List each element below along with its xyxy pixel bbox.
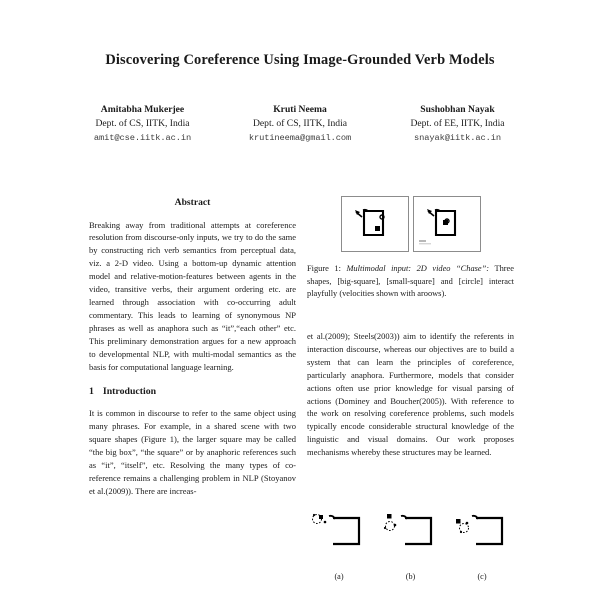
- big-square-shape: [364, 211, 383, 235]
- motion-dot: [460, 531, 462, 533]
- figure-2-cell: [450, 506, 514, 581]
- page-title: Discovering Coreference Using Image-Grounded Verb Models: [105, 52, 495, 68]
- motion-dot: [466, 522, 469, 525]
- figure-2-cell: [379, 506, 443, 581]
- scene-right-svg: [414, 197, 478, 249]
- author-affiliation: Dept. of CS, IITK, India: [95, 117, 190, 129]
- figure-2-label: (a): [334, 572, 344, 581]
- figure-2-panel-a: [307, 506, 371, 558]
- right-column: [307, 330, 514, 465]
- scene-left-svg: [342, 197, 406, 249]
- introduction-paragraph: It is common in discourse to refer to the same object using many phrases. For example, in a shared scene with two square shapes (Figure 1), the larger square may be called “the big box”, “the square” or by anaphoric references such as “it”, “itself”, etc. Resolving the many types of co-reference remains a challenging problem in NLP (Stoyanov et al.(2009)). There are increas-: [89, 408, 296, 496]
- figure-2-label: (c): [477, 572, 487, 581]
- motion-dot: [393, 524, 396, 527]
- author-name: Kruti Neema: [273, 104, 327, 115]
- small-square-shape: [375, 226, 380, 231]
- small-square-shape: [456, 519, 461, 524]
- circle-shape: [385, 522, 394, 531]
- figure-1-label: Figure 1:: [307, 264, 341, 273]
- square-notch: [472, 516, 478, 519]
- figure-1-caption-rest: Three shapes, [big-square], [small-square] and [circle] interact playfully (velocities shown with aroows).: [307, 264, 514, 299]
- author-affiliation: Dept. of EE, IITK, India: [410, 117, 505, 129]
- section-number: 1: [89, 386, 94, 398]
- author-email: amit@cse.iitk.ac.in: [93, 132, 192, 143]
- author-email: snayak@iitk.ac.in: [414, 132, 501, 143]
- square-notch: [401, 516, 407, 519]
- square-notch: [329, 516, 335, 519]
- figure-2-panel-c: [450, 506, 514, 558]
- video-frame-left: [341, 196, 409, 252]
- author-entry: [64, 103, 221, 146]
- figure-1-caption: [307, 263, 514, 301]
- author-affiliation: Dept. of CS, IITK, India: [252, 117, 348, 129]
- figure-2-row: [307, 506, 514, 581]
- motion-dot: [313, 514, 315, 516]
- abstract-heading: Abstract: [174, 197, 211, 208]
- timestamp-watermark-line: [419, 243, 431, 244]
- panel-b-svg: [379, 506, 443, 558]
- left-column: [89, 196, 296, 504]
- small-square-shape: [387, 514, 392, 519]
- figure-2-cell: [307, 506, 371, 581]
- author-email: krutineema@gmail.com: [248, 132, 352, 143]
- section-title: Introduction: [102, 386, 157, 398]
- figure-2-panel-b: [379, 506, 443, 558]
- motion-dot: [324, 521, 327, 524]
- introduction-heading: [89, 385, 296, 400]
- motion-dot: [383, 527, 385, 529]
- author-entry: [222, 103, 379, 146]
- figure-2: [307, 506, 514, 581]
- small-square-shape: [319, 515, 323, 519]
- timestamp-watermark: [419, 240, 426, 242]
- big-square-shape: [476, 518, 502, 544]
- big-square-shape: [405, 518, 431, 544]
- panel-a-svg: [307, 506, 371, 558]
- author-block: [64, 103, 536, 146]
- panel-c-svg: [450, 506, 514, 558]
- author-name: Sushobhan Nayak: [420, 104, 495, 115]
- author-name: Amitabha Mukerjee: [100, 104, 185, 115]
- right-column-paragraph: et al.(2009); Steels(2003)) aim to identify the referents in interaction discourse, whereas our objectives are to build a system that can learn the principles of coreference, particularly anaphora. Furthermore, models that consider actions often use prior knowledge for visual parsing of actions (Dominey and Boucher(2005)). With reference to the work on resolving coreference problems, such models typically encode considerable structural knowledge of the linguistic and visual domains. Our work proposes mechanisms whereby these structures may be learned.: [307, 331, 514, 458]
- figure-1: [307, 196, 514, 301]
- video-frame-right: [413, 196, 481, 252]
- figure-1-frames: [307, 196, 514, 252]
- big-square-shape: [333, 518, 359, 544]
- figure-2-label: (b): [405, 572, 416, 581]
- abstract-text: Breaking away from traditional attempts at coreference resolution from discourse-only inputs, we try to do the same by constructing rich verb semantics from perceptual data, viz. a 2-D video. Using a bottom-up dynamic attention model and relative-motion-features between agents in the video, transitive verbs, their argument ordering etc. are learned through association with co-occurring adult commentary. This leads to learning of synonymous NP phrases as well as anaphora such as “it”,“each other” etc. This preliminary demonstration argues for a new approach to developmental NLP, with multi-modal semantics as the basis for computational language learning.: [89, 219, 296, 372]
- author-entry: [379, 103, 536, 146]
- figure-1-caption-italic: Multimodal input: 2D video “Chase”:: [346, 264, 490, 273]
